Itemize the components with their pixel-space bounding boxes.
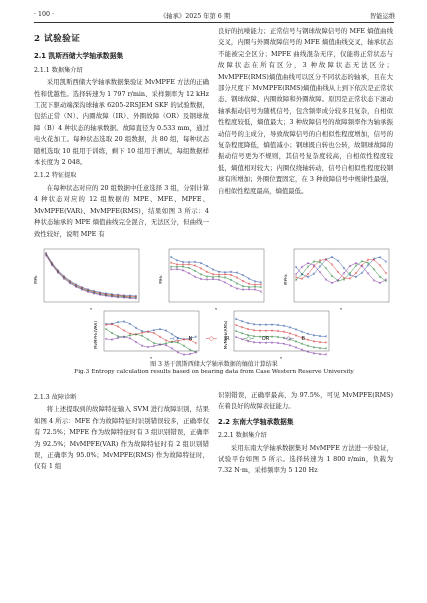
paragraph: 将上述提取到的故障特征输入 SVM 进行故障识别，结果如图 4 所示：MFE 作为故障特征时识别错误较多，正确率仅有 72.5%；MPFE 作为故障特征时有 3 组识别错误，正确率为 92.5%；MvMPFE(VAR) 作为故障特征时有 2 组识别错误，正确率为 95.0%；MvMPFE(RMS) 作为故障特征时，仅有 1 组 xyxy=(34,405,209,471)
axis-label-y: MPE xyxy=(34,275,38,284)
plot-frame xyxy=(169,249,264,302)
legend-or: ─○─ OR xyxy=(243,336,270,342)
subsubsection-title: 2.1.1 数据集介绍 xyxy=(34,66,83,74)
subsection-title: 2.2 东南大学轴承数据集 xyxy=(218,417,294,426)
section-title: 2 试验验证 xyxy=(34,34,81,44)
axis-label-y: MvMPFE(RMS) xyxy=(224,320,228,350)
series-line xyxy=(171,269,261,291)
series-line xyxy=(171,257,261,282)
subsection-title: 2.1 凯斯西储大学轴承数据集 xyxy=(34,52,124,61)
axis-label-x: τ xyxy=(89,306,93,311)
paragraph: 识别错误，正确率最高，为 97.5%，可见 MvMPFE(RMS) 在着良好的故障表征能力。 xyxy=(218,391,393,411)
panel-mpfe xyxy=(284,247,392,312)
panel-mfe xyxy=(159,247,267,312)
figure-3 xyxy=(34,247,394,367)
plot-frame xyxy=(44,249,139,302)
axis-label-y: MvMPFE(VAR) xyxy=(94,321,98,349)
subsubsection-title: 2.1.2 特征提取 xyxy=(34,172,77,180)
panel-mpe xyxy=(34,247,142,312)
paragraph: 在每种状态对应的 20 组数据中任意选择 3 组，分别计算 4 种状态对应的 12 组数据的 MPE、MFE、MPFE、MvMPFE(VAR)、MvMPFE(RMS)，结果如图 3 所示：4 种状态轴承的 MPE 熵值曲线完全混合，无法区分，但曲线一致性较好，说明 MPE 有 xyxy=(34,183,209,238)
axis-label-y: MPFE xyxy=(284,274,288,285)
axis-label-x: τ xyxy=(339,306,343,311)
figure-legend xyxy=(170,336,317,342)
figure-caption-cn: 图 3 基于凯斯西储大学轴承数据的熵值计算结果 xyxy=(150,361,278,368)
bottom-right-column xyxy=(218,390,393,477)
paragraph: 采用东南大学轴承数据集对 MvMPFE 方法进一步验证，试验平台如图 5 所示。选择转速为 1 800 r/min，负载为 7.32 N·m，采样频率为 5 120 Hz xyxy=(218,443,393,475)
plot-frame xyxy=(234,311,329,351)
page-number: · 100 · xyxy=(34,11,55,18)
axis-label-x: τ xyxy=(149,355,153,360)
journal-name: 《轴承》2025 年第 6 期 xyxy=(160,13,231,20)
subsubsection-title: 2.2.1 数据集介绍 xyxy=(218,432,267,440)
axis-label-x: τ xyxy=(279,355,283,360)
page-header xyxy=(0,0,427,26)
legend-ir: ─○─ IR xyxy=(205,336,230,342)
axis-label-y: MFE xyxy=(159,275,163,284)
subsubsection-title: 2.1.3 故障诊断 xyxy=(34,394,77,401)
paragraph: 良好的抗噪能力；正常信号与钢球故障信号的 MFE 熵值曲线交叉，内圈与外圈故障信号的 MFE 熵值曲线交叉，轴承状态不能被完全区分；MPFE 曲线混杂无序，仅能将正常状态与故障状态在所有区分，3 种故障状态无法区分；MvMPFE(RMS)熵值曲线可以区分不同状态的轴承，且在大部分尺度下 MvMPFE(RMS)熵值曲线从上到下依次是正常状态、钢球故障、内圈故障和外圈故障。原因是正常状态下滚动轴承振动信号为随机信号，包含频率成分较多且复杂，自相似性程度较低，熵值最大；3 种故障信号的故障频率作为轴承振动信号的主成分，导致故障信号的自相似性程度增加，信号的复杂程度降低，熵值减小；钢球既自转也公转，故钢球故障的振动信号更为不规则，其信号复杂度较高，自相似性程度较低，熵值相对较大；内圈仅绕轴转动，信号自相似性程度较钢球有所增加；外圈位置固定，在 3 种故障信号中规律性最强，自相似性程度最高，熵值最低。 xyxy=(218,27,393,195)
panel-mvmpfe-rms xyxy=(224,309,332,361)
axis-label-x: τ xyxy=(214,306,218,311)
series-line xyxy=(236,319,326,336)
series-line xyxy=(46,253,136,296)
left-column xyxy=(34,26,209,240)
header-rule xyxy=(34,22,394,23)
paragraph: 采用凯斯西储大学轴承数据集验证 MvMPFE 方法的正确性和优越性。选择转速为 1 797 r/min、采样频率为 12 kHz 工况下驱动端深沟球轴承 6205-2RSJEM SKF 的试验数据，包括正常（N）、内圈故障（IR）、外圈故障（OR）及钢球故障（B）4 种状态的轴承数据。故障直径为 0.533 mm，通过电火花加工。每种状态选取 20 组数据，共 80 组，每种状态随机选取 10 组用于训练，剩下 10 组用于测试，每组数据样本长度为 2 048。 xyxy=(34,78,209,167)
right-column xyxy=(218,26,393,197)
series-line xyxy=(296,259,386,278)
series-line xyxy=(171,267,261,287)
legend-b: ─○─ B xyxy=(283,336,306,342)
legend-n: ─○─ N xyxy=(170,336,193,342)
panel-mvmpfe-var xyxy=(94,309,202,361)
series-line xyxy=(171,263,261,285)
section-name: 智能运维 xyxy=(370,13,396,20)
figure-caption-en: Fig.3 Entropy calculation results based on bearing data from Case Western Reserve University xyxy=(74,369,354,375)
bottom-left-column xyxy=(34,390,209,473)
